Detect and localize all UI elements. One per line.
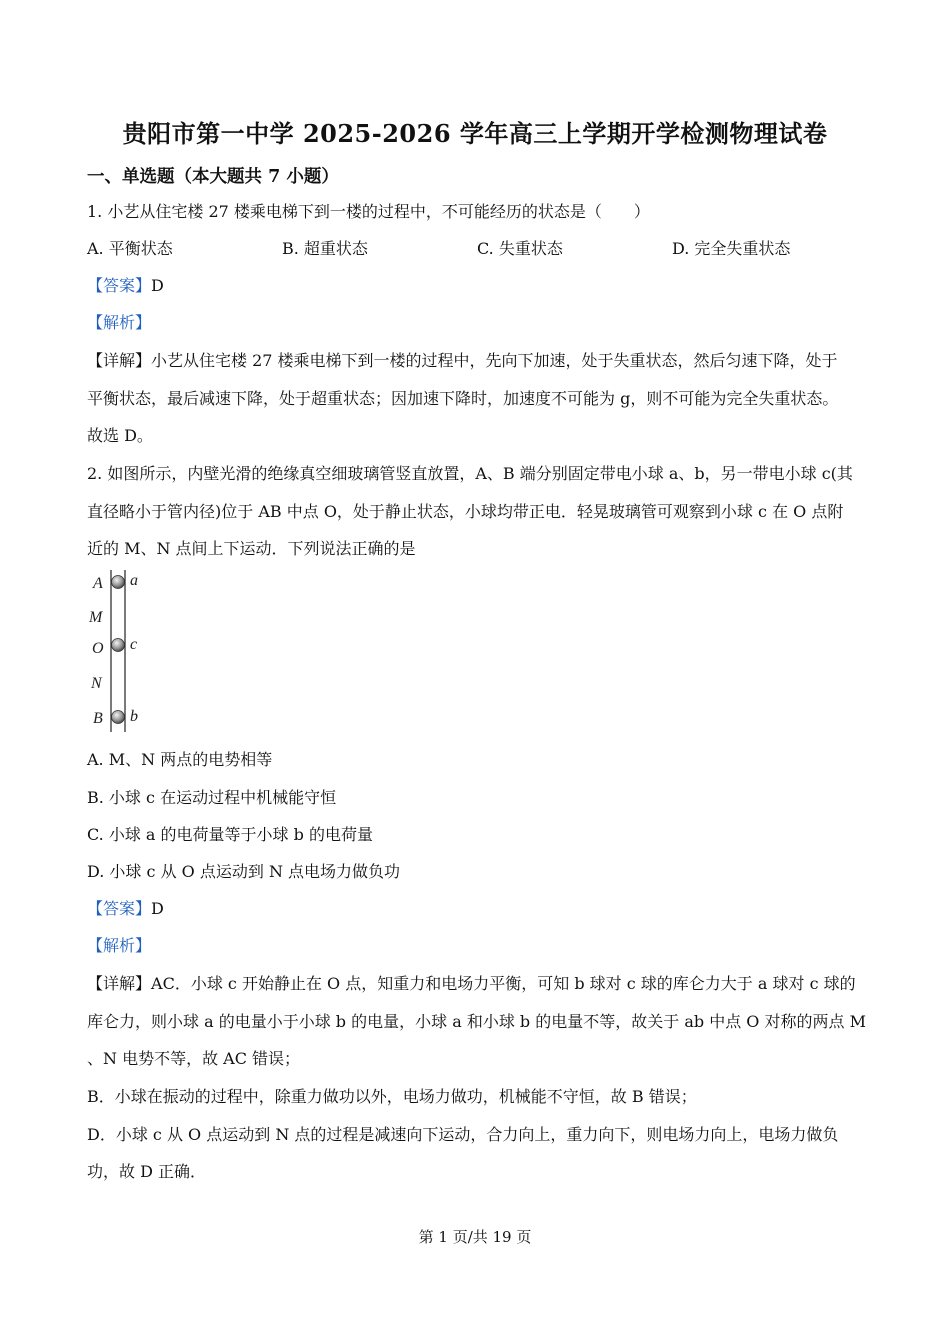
label-b: b	[130, 708, 138, 725]
q1-detail-line-3: 故选 D。	[87, 426, 153, 445]
q1-detail-line-2: 平衡状态，最后减速下降，处于超重状态；因加速下降时，加速度不可能为 g，则不可能为完全失重状态。	[87, 389, 839, 408]
q1-option-c: C. 失重状态	[477, 239, 563, 258]
q2-detail-line-3: 、N 电势不等，故 AC 错误；	[87, 1049, 301, 1068]
q1-option-b: B. 超重状态	[282, 239, 368, 258]
q2-answer	[87, 898, 164, 920]
label-N: N	[91, 675, 102, 692]
q2-option-c: C. 小球 a 的电荷量等于小球 b 的电荷量	[87, 825, 373, 844]
q2-option-b: B. 小球 c 在运动过程中机械能守恒	[87, 788, 337, 807]
q2-stem-line-3: 近的 M、N 点间上下运动．下列说法正确的是	[87, 539, 416, 558]
label-A: A	[93, 575, 103, 592]
label-B: B	[93, 710, 103, 727]
answer-tag: 【答案】	[87, 899, 152, 918]
q1-detail-line-1	[87, 350, 838, 372]
answer-value: D	[151, 899, 164, 918]
q2-option-a: A. M、N 两点的电势相等	[87, 750, 273, 769]
q2-analysis	[87, 935, 151, 957]
q2-detail-line-4: B．小球在振动的过程中，除重力做功以外，电场力做功，机械能不守恒，故 B 错误；	[87, 1087, 697, 1106]
q1-answer	[87, 275, 164, 297]
section-heading: 一、单选题（本大题共 7 小题）	[87, 167, 339, 187]
ball-c	[112, 639, 125, 652]
label-M: M	[89, 609, 103, 626]
q2-detail-line-6: 功，故 D 正确．	[87, 1162, 207, 1181]
q1-analysis	[87, 312, 151, 334]
q2-detail-line-5: D．小球 c 从 O 点运动到 N 点的过程是减速向下运动，合力向上，重力向下，则电场力向上，电场力做负	[87, 1125, 839, 1144]
q2-option-d: D. 小球 c 从 O 点运动到 N 点电场力做负功	[87, 862, 401, 881]
ball-a	[112, 576, 125, 589]
q2-stem-line-1: 2. 如图所示，内壁光滑的绝缘真空细玻璃管竖直放置，A、B 端分别固定带电小球 a、b，另一带电小球 c(其	[87, 464, 853, 483]
glass-tube-figure	[87, 566, 157, 736]
ball-b	[112, 711, 125, 724]
label-O: O	[92, 640, 104, 657]
detail-tag: 【详解】	[87, 974, 152, 993]
label-a: a	[130, 572, 138, 589]
label-c: c	[130, 636, 138, 653]
question-1-stem: 1. 小艺从住宅楼 27 楼乘电梯下到一楼的过程中，不可能经历的状态是（ ）	[87, 202, 650, 221]
analysis-tag: 【解析】	[87, 936, 152, 955]
q2-stem-line-2: 直径略小于管内径)位于 AB 中点 O，处于静止状态，小球均带正电．轻晃玻璃管可观察到小球 c 在 O 点附	[87, 502, 844, 521]
q2-detail-line-1	[87, 973, 856, 995]
detail-tag: 【详解】	[87, 351, 152, 370]
page-title: 贵阳市第一中学 2025-2026 学年高三上学期开学检测物理试卷	[122, 119, 828, 148]
detail-text: AC．小球 c 开始静止在 O 点，知重力和电场力平衡，可知 b 球对 c 球的库仑力大于 a 球对 c 球的	[151, 974, 856, 993]
page-footer: 第 1 页/共 19 页	[418, 1228, 532, 1246]
q1-option-a: A. 平衡状态	[87, 239, 173, 258]
answer-tag: 【答案】	[87, 276, 152, 295]
answer-value: D	[151, 276, 164, 295]
detail-text: 小艺从住宅楼 27 楼乘电梯下到一楼的过程中，先向下加速，处于失重状态，然后匀速下降，处于	[151, 351, 838, 370]
q2-detail-line-2: 库仑力，则小球 a 的电量小于小球 b 的电量，小球 a 和小球 b 的电量不等，故关于 ab 中点 O 对称的两点 M	[87, 1012, 866, 1031]
q1-option-d: D. 完全失重状态	[672, 239, 791, 258]
analysis-tag: 【解析】	[87, 313, 152, 332]
